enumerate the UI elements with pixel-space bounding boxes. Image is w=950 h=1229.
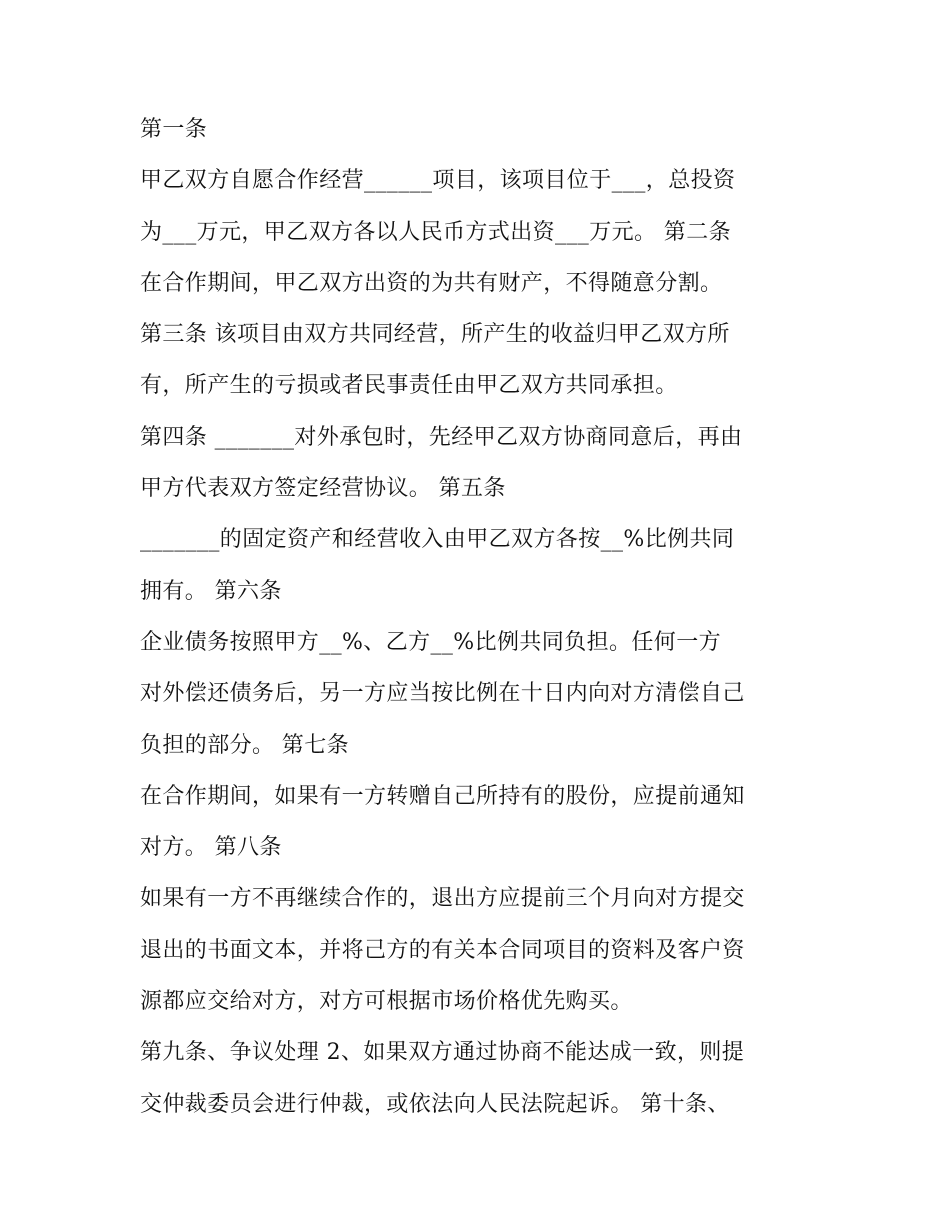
text-line: 退出的书面文本，并将己方的有关本合同项目的资料及客户资 <box>140 937 745 963</box>
text-line: 在合作期间，甲乙双方出资的为共有财产，不得随意分割。 <box>140 270 723 296</box>
text-line: 企业债务按照甲方__%、乙方__%比例共同负担。任何一方 <box>140 629 722 655</box>
text-line: 为___万元，甲乙双方各以人民币方式出资___万元。 第二条 <box>140 219 731 245</box>
text-line: 第一条 <box>140 117 208 142</box>
text-line: 拥有。 第六条 <box>140 578 282 604</box>
text-line: 源都应交给对方，对方可根据市场价格优先购买。 <box>140 989 633 1015</box>
text-line: 第四条 _______对外承包时，先经甲乙双方协商同意后，再由 <box>140 424 743 450</box>
text-line: 第三条 该项目由双方共同经营，所产生的收益归甲乙双方所 <box>140 322 730 348</box>
contract-text <box>140 104 820 1130</box>
text-line: 第九条、争议处理 2、如果双方通过协商不能达成一致，则提 <box>140 1040 745 1066</box>
text-line: 甲方代表双方签定经营协议。 第五条 <box>140 476 506 502</box>
text-line: 对外偿还债务后，另一方应当按比例在十日内向对方清偿自己 <box>140 681 745 707</box>
text-line: 负担的部分。 第七条 <box>140 732 349 758</box>
text-line: 如果有一方不再继续合作的，退出方应提前三个月向对方提交 <box>140 886 745 912</box>
text-line: 甲乙双方自愿合作经营______项目，该项目位于___，总投资 <box>140 168 736 194</box>
text-line: 在合作期间，如果有一方转赠自己所持有的股份，应提前通知 <box>140 783 745 809</box>
text-line: 交仲裁委员会进行仲裁，或依法向人民法院起诉。 第十条、 <box>140 1091 730 1117</box>
text-line: 有，所产生的亏损或者民事责任由甲乙双方共同承担。 <box>140 373 678 399</box>
text-line: 对方。 第八条 <box>140 835 282 861</box>
text-line: _______的固定资产和经营收入由甲乙双方各按__%比例共同 <box>140 527 735 553</box>
